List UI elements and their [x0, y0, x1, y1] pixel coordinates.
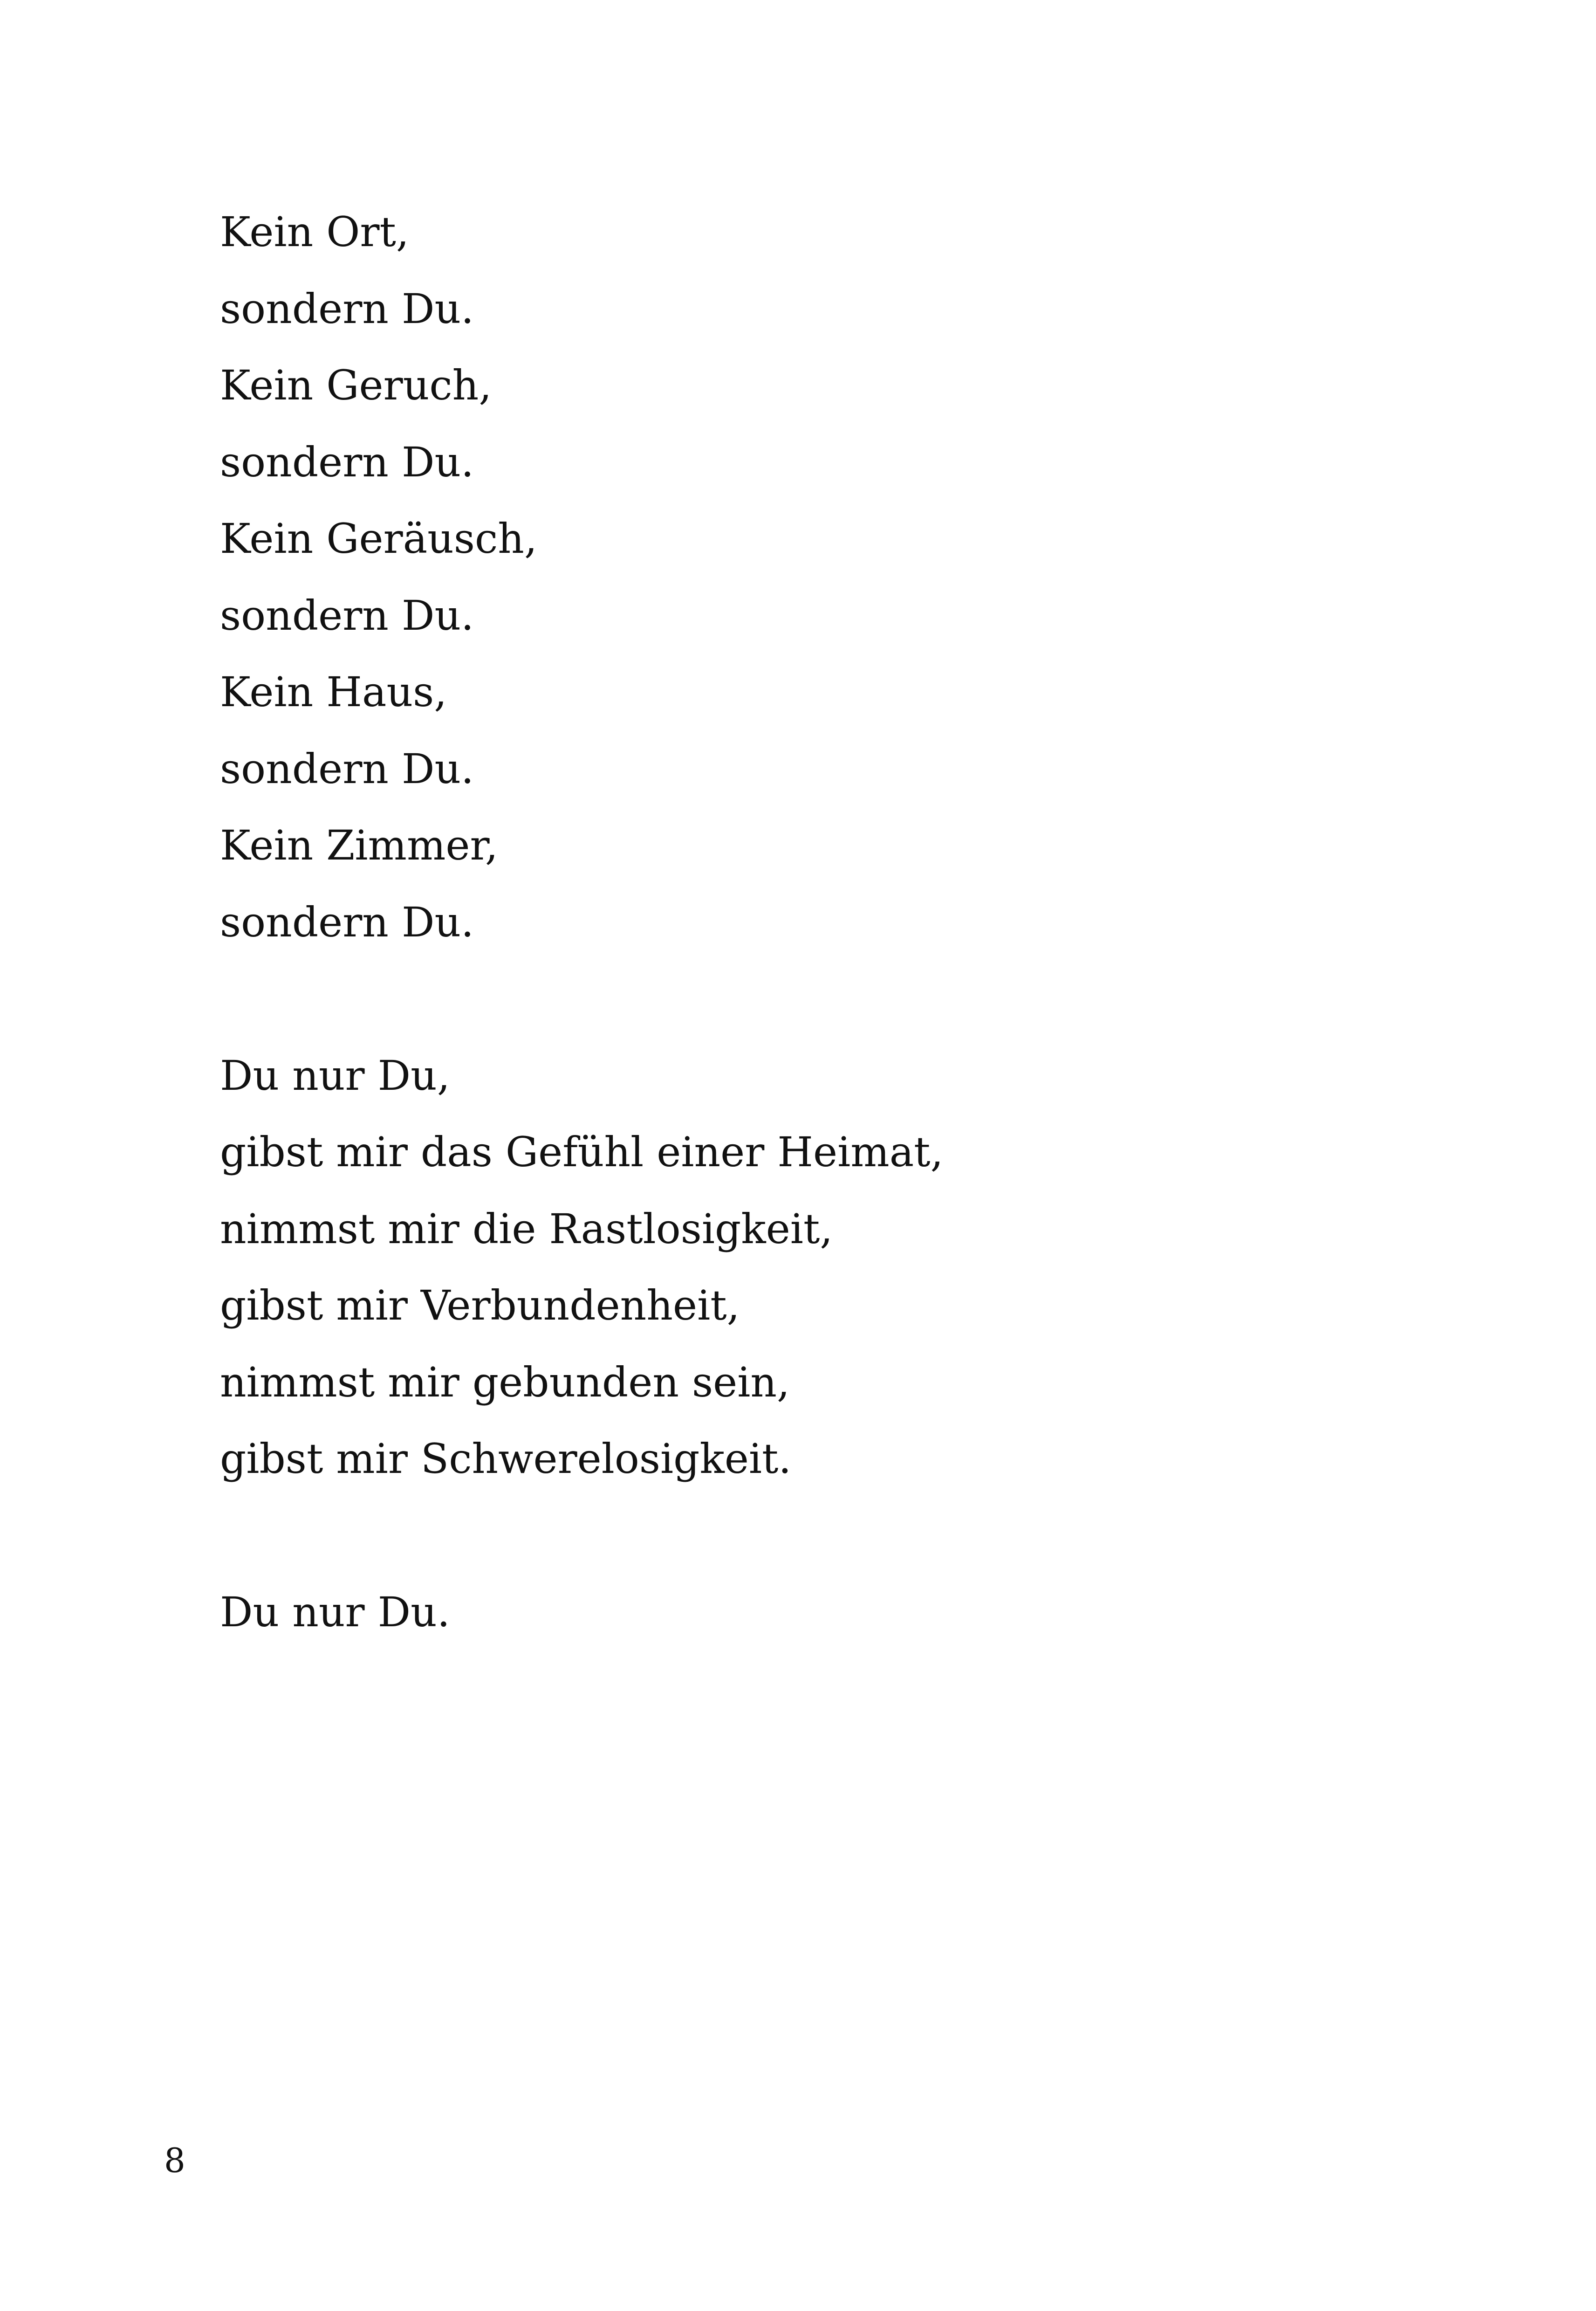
poem-line: sondern Du.	[220, 592, 474, 640]
poem-line: gibst mir Verbundenheit,	[220, 1281, 740, 1329]
poem-line: Kein Haus,	[220, 668, 447, 716]
poem-line: Du nur Du,	[220, 1052, 450, 1100]
poem-line: sondern Du.	[220, 745, 474, 793]
poem-line: Du nur Du.	[220, 1588, 450, 1636]
poem-line: sondern Du.	[220, 898, 474, 946]
poem-line: Kein Zimmer,	[220, 821, 498, 869]
poem-line: sondern Du.	[220, 438, 474, 486]
poem-line: Kein Geräusch,	[220, 515, 537, 563]
poem-line: nimmst mir die Rastlosigkeit,	[220, 1205, 833, 1253]
page-number: 8	[164, 2141, 185, 2180]
poem-line: nimmst mir gebunden sein,	[220, 1358, 790, 1406]
poem-line: Kein Ort,	[220, 208, 409, 256]
poem-line: sondern Du.	[220, 285, 474, 333]
poem-line: gibst mir Schwerelosigkeit.	[220, 1435, 792, 1483]
poem-line: gibst mir das Gefühl einer Heimat,	[220, 1128, 944, 1176]
poem-line: Kein Geruch,	[220, 361, 492, 409]
